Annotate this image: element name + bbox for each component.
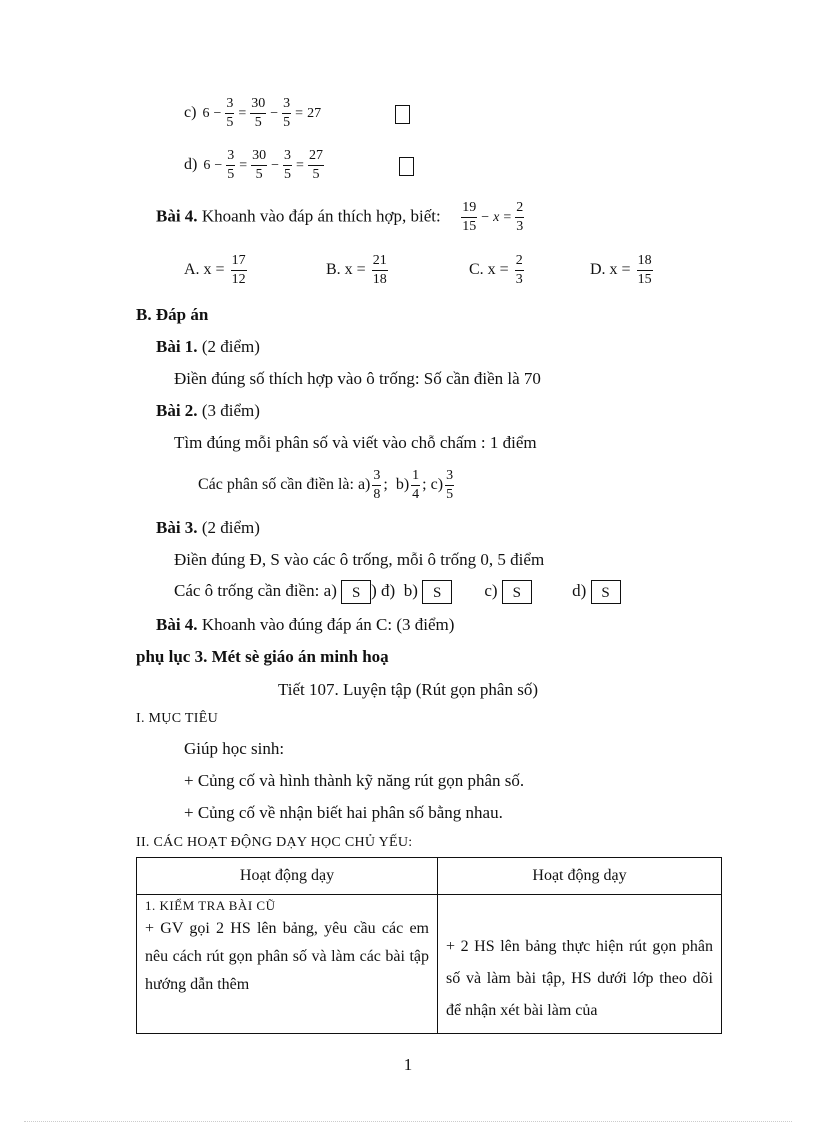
answers-heading: B. Đáp án (136, 305, 209, 324)
answer-checkbox-c[interactable] (395, 105, 410, 124)
label: c) (184, 104, 197, 122)
answer-b3-text: Điền đúng Đ, S vào các ô trống, mỗi ô trống 0, 5 điểm (174, 550, 545, 569)
answer-b2-text: Tìm đúng mỗi phân số và viết vào chỗ chấm : 1 điểm (174, 433, 537, 452)
option-label: D. x = (590, 261, 631, 279)
fraction: $\frac{27}{5}$ (308, 148, 323, 182)
answer-b1-text: Điền đúng số thích hợp vào ô trống: Số cần điền là 70 (174, 369, 541, 388)
goal-1: + Củng cố và hình thành kỹ năng rút gọn phân số. (184, 771, 525, 790)
table-cell (137, 895, 438, 1034)
fraction: $\frac{30}{5}$ (251, 96, 266, 130)
table-header-cell: Hoạt động dạy (438, 858, 722, 895)
option-a[interactable]: A. x = $\frac{17}{12}$ (184, 253, 246, 287)
result: 27 (307, 105, 322, 121)
activities-heading: II. CÁC HOẠT ĐỘNG DẠY HỌC CHỦ YẾU: (136, 835, 413, 850)
option-label: C. x = (469, 261, 509, 279)
answer-box-d[interactable]: S (591, 580, 621, 604)
answer-b3-boxes: Các ô trống cần điền: a) S ) đ) b) S c) S d) S (174, 580, 621, 604)
lesson-title: Tiết 107. Luyện tập (Rút gọn phân số) (277, 680, 539, 699)
section-subheading: 1. KIỂM TRA BÀI CŨ (145, 898, 276, 913)
teacher-activity-text: + GV gọi 2 HS lên bảng, yêu cầu các em nêu cách rút gọn phân số và làm các bài tập hướng dẫn thêm (145, 920, 429, 993)
answer-b4: Bài 4. Khoanh vào đúng đáp án C: (3 điểm) (156, 615, 455, 634)
option-b[interactable]: B. x = $\frac{21}{18}$ (326, 253, 387, 287)
fraction: $\frac{3}{5}$ (226, 96, 234, 130)
variable: x (493, 209, 500, 225)
exercise4-title: Bài 4. (156, 206, 198, 226)
answer-checkbox-d[interactable] (399, 157, 414, 176)
option-c[interactable]: C. x = $\frac{2}{3}$ (469, 253, 523, 287)
answer-b2-fractions: Các phân số cần điền là: a) $\frac{3}{8}$ ; b) $\frac{1}{4}$ ; c) $\frac{3}{5}$ (198, 468, 454, 502)
student-activity-text: + 2 HS lên bảng thực hiện rút gọn phân số và làm bài tập, HS dưới lớp theo dõi để nhận xét bài làm của (446, 938, 713, 1019)
page-edge (24, 1121, 792, 1122)
goals-intro: Giúp học sinh: (184, 739, 285, 758)
whole-number: 6 (203, 157, 211, 173)
option-label: B. x = (326, 261, 366, 279)
option-label: A. x = (184, 261, 225, 279)
exercise3-c: c) 6 − $\frac{3}{5}$ = $\frac{30}{5}$ − $\frac{3}{5}$ = 27 (184, 96, 322, 130)
table-header-cell: Hoạt động dạy (137, 858, 438, 895)
answer-box-a[interactable]: S (341, 580, 371, 604)
answer-b2-heading: Bài 2. (3 điểm) (156, 401, 260, 420)
table-cell (438, 895, 722, 1034)
fraction: $\frac{30}{5}$ (252, 148, 267, 182)
answer-b3-heading: Bài 3. (2 điểm) (156, 518, 260, 537)
exercise3-d: d) 6 − $\frac{3}{5}$ = $\frac{30}{5}$ − $\frac{3}{5}$ = $\frac{27}{5}$ (184, 148, 323, 182)
exercise4-question: Bài 4. Khoanh vào đáp án thích hợp, biết: $\frac{19}{15}$ − x = $\frac{2}{3}$ (156, 200, 524, 234)
fraction: $\frac{3}{5}$ (284, 148, 292, 182)
label: d) (184, 156, 198, 174)
answer-box-b[interactable]: S (422, 580, 452, 604)
fraction: $\frac{19}{15}$ (462, 200, 477, 234)
page-number: 1 (403, 1055, 413, 1074)
whole-number: 6 (202, 105, 210, 121)
appendix-title: phụ lục 3. Mét sè giáo án minh hoạ (136, 647, 389, 666)
option-d[interactable]: D. x = $\frac{18}{15}$ (590, 253, 652, 287)
goal-2: + Củng cố về nhận biết hai phân số bằng nhau. (184, 803, 503, 822)
fraction: $\frac{2}{3}$ (516, 200, 524, 234)
activities-table (136, 857, 722, 1034)
exercise4-text: Khoanh vào đáp án thích hợp, biết: (201, 206, 441, 226)
table-row (137, 895, 722, 1034)
fraction: $\frac{3}{5}$ (283, 96, 291, 130)
answer-b1-heading: Bài 1. (2 điểm) (156, 337, 260, 356)
goals-heading: I. MỤC TIÊU (136, 711, 218, 726)
fraction: $\frac{3}{5}$ (227, 148, 235, 182)
table-header-row (137, 858, 722, 895)
answer-box-c[interactable]: S (502, 580, 532, 604)
